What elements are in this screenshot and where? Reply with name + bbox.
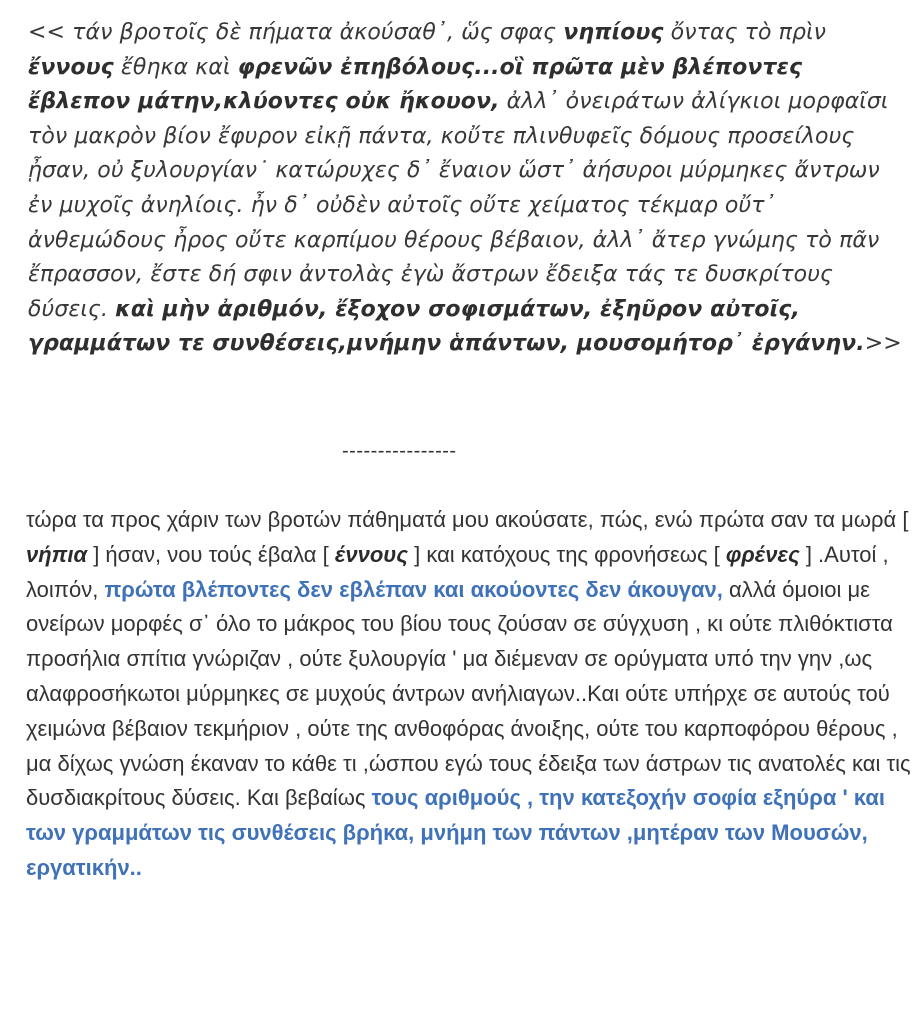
- gloss-term: έννους: [334, 541, 408, 567]
- greek-text-segment: >>: [864, 331, 902, 357]
- section-divider: ----------------: [342, 440, 457, 462]
- gloss-term: φρένες: [725, 541, 800, 567]
- greek-text-segment: ἔθηκα καὶ: [113, 54, 238, 80]
- ancient-greek-passage: [28, 16, 906, 362]
- gloss-term: νήπια: [26, 541, 88, 567]
- translation-text-segment: ] .Αυτοί , λοιπόν,: [26, 541, 889, 602]
- translation-text-segment: ] και κατόχους της φρονήσεως [: [408, 541, 726, 567]
- greek-text-segment: ἀλλ᾽ ὀνειράτων ἀλίγκιοι μορφαῖσι τὸν μακρὸν βίον ἔφυρον εἰκῇ πάντα, κοὔτε πλινθυφεῖς δόμους προσείλους ᾖσαν, οὐ ξυλουργίαν˙ κατώρυχες δ᾽ ἔναιον ὥστ᾽ ἀήσυροι μύρμηκες ἄντρων ἐν μυχοῖς ἀνηλίοις. ἦν δ᾽ οὐδὲν αὐτοῖς οὔτε χείματος τέκμαρ οὔτ᾽ ἀνθεμώδους ἦρος οὔτε καρπίμου θέρους βέβαιον, ἀλλ᾽ ἄτερ γνώμης τὸ πᾶν ἔπρασσον, ἔστε δή σφιν ἀντολὰς ἐγὼ ἄστρων ἔδειξα τάς τε δυσκρίτους δύσεις.: [28, 89, 889, 322]
- translation-text-segment: ] ήσαν, νου τούς έβαλα [: [87, 541, 335, 567]
- greek-text-segment: ὄντας τὸ πρὶν: [663, 20, 827, 45]
- greek-text-segment: << τάν βροτοῖς δὲ πήματα ἀκούσαθ᾽, ὥς σφας: [28, 20, 564, 45]
- greek-bold-segment: φρενῶν ἐπηβόλους...οἳ πρῶτα μὲν βλέποντες ἔβλεπον μάτην,κλύοντες οὐκ ἤκουον,: [28, 54, 803, 115]
- highlighted-phrase: τους αριθμούς , την κατεξοχήν σοφία εξηύρα ' και των γραμμάτων τις συνθέσεις βρήκα, μνήμη των πάντων ,μητέραν των Μουσών, εργατικήν..: [26, 785, 885, 880]
- modern-greek-translation: [26, 503, 911, 886]
- translation-text-segment: τώρα τα προς χάριν των βροτών πάθηματά μου ακούσατε, πώς, ενώ πρώτα σαν τα μωρά [: [26, 507, 909, 532]
- greek-bold-segment: ἔννους: [28, 54, 114, 80]
- translation-text-segment: αλλά όμοιοι με ονείρων μορφές σ᾽ όλο το μάκρος του βίου τους ζούσαν σε σύγχυση , κι ούτε πλιθόκτιστα προσήλια σπίτια γνώριζαν , ούτε ξυλουργία ' μα διέμεναν σε ορύγματα υπό την γην ,ως αλαφροσήκωτοι μύρμηκες σε μυχούς άντρων ανήλιαγων..Και ούτε υπήρχε σε αυτούς τού χειμώνα βέβαιον τεκμήριον , ούτε της ανθοφόρας άνοιξης, ούτε του καρποφόρου θέρους , μα δίχως γνώση έκαναν το κάθε τι ,ώσπου εγώ τους έδειξα των άστρων τις ανατολές και τις δυσδιακρίτους δύσεις. Και βεβαίως: [26, 576, 911, 811]
- greek-bold-segment: καὶ μὴν ἀριθμόν, ἔξοχον σοφισμάτων, ἐξηῦρον αὐτοῖς, γραμμάτων τε συνθέσεις,μνήμην ἁπάντων, μουσομήτορ᾽ ἐργάνην.: [28, 296, 865, 357]
- greek-bold-segment: νηπίους: [563, 20, 664, 45]
- highlighted-phrase: πρώτα βλέποντες δεν εβλέπαν και ακούοντες δεν άκουγαν,: [104, 576, 723, 602]
